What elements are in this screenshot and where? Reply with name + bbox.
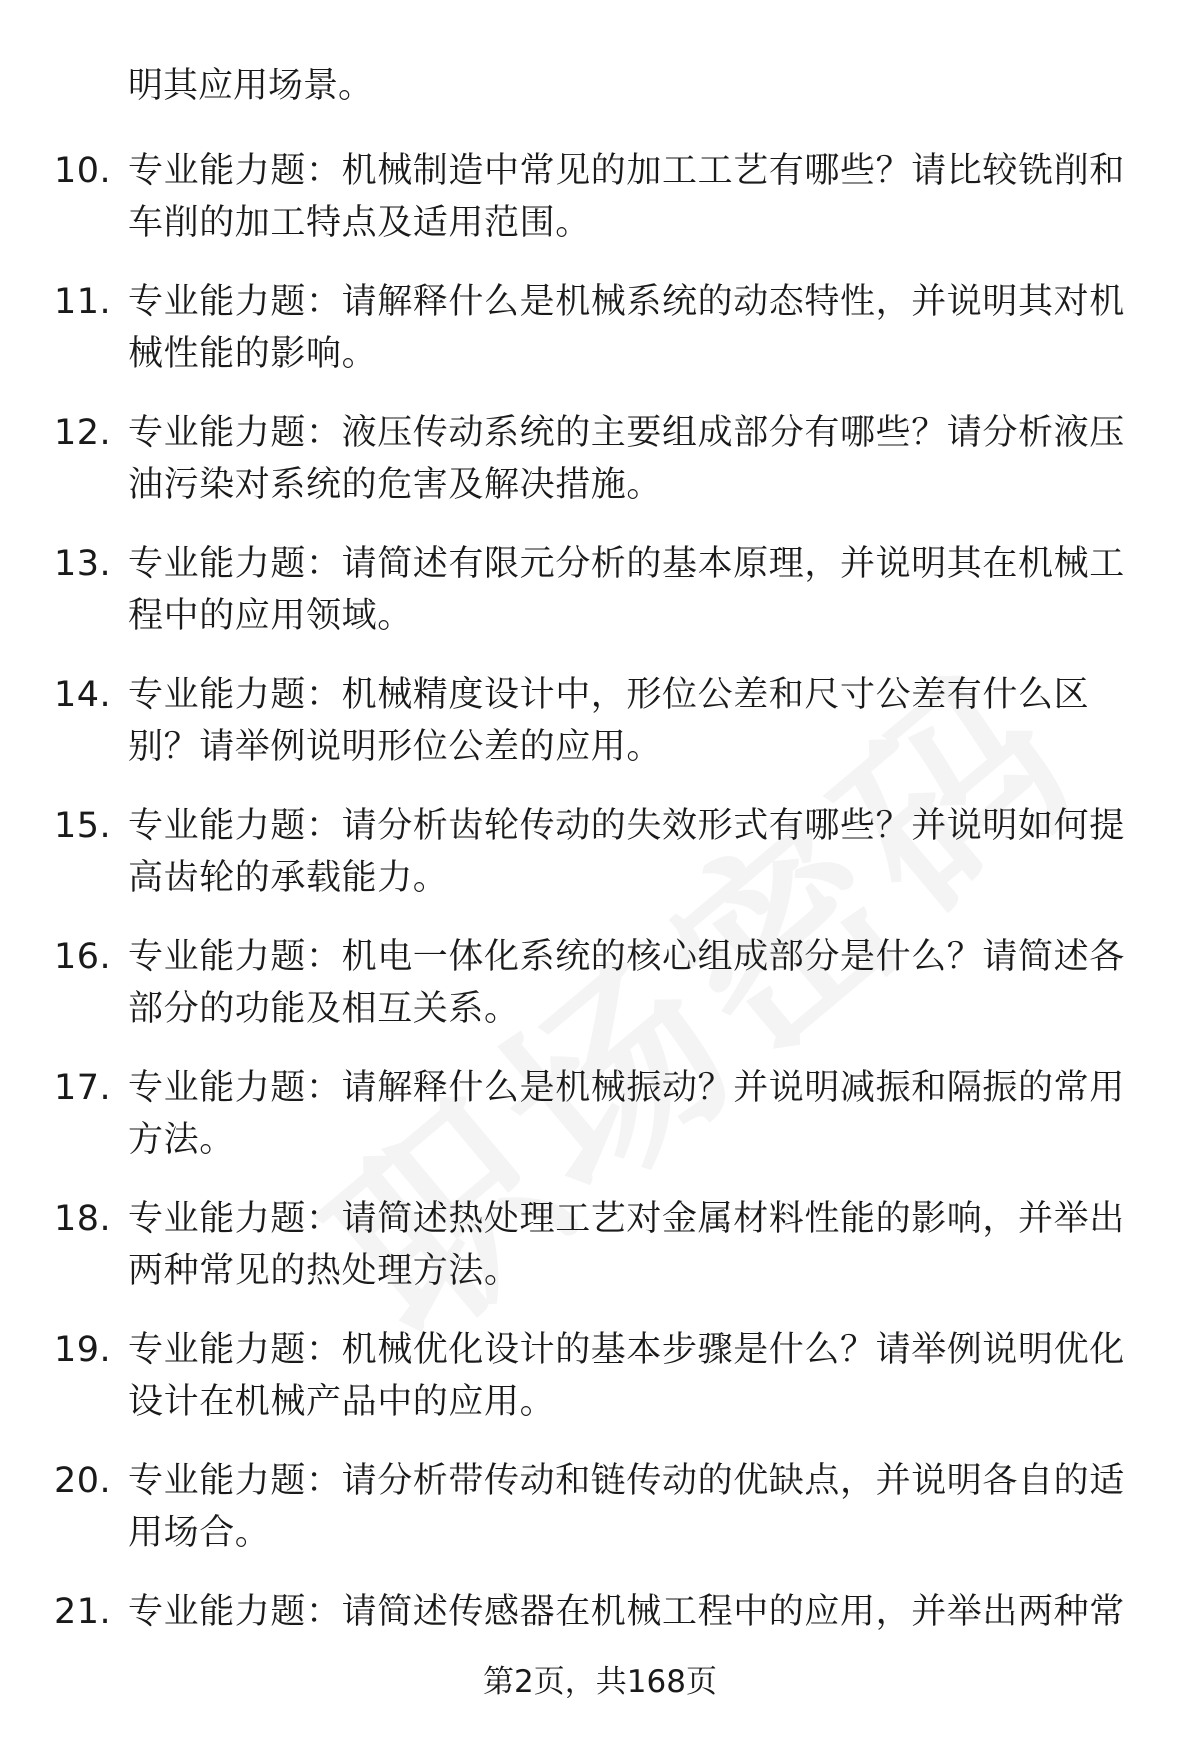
- question-item: [0, 1062, 1200, 1193]
- question-number: 14.: [54, 675, 112, 715]
- question-item: [0, 1193, 1200, 1324]
- question-text: 专业能力题：请简述传感器在机械工程中的应用，并举出两种常: [128, 1592, 1125, 1632]
- question-text: 专业能力题：请简述有限元分析的基本原理，并说明其在机械工程中的应用领域。: [128, 544, 1125, 636]
- question-item: [0, 538, 1200, 669]
- question-number: 17.: [54, 1068, 112, 1108]
- question-number: 11.: [54, 282, 112, 322]
- question-item: [0, 931, 1200, 1062]
- question-number: 18.: [54, 1199, 112, 1239]
- question-item: [0, 1455, 1200, 1586]
- question-item: [0, 145, 1200, 276]
- question-text: 专业能力题：请解释什么是机械系统的动态特性，并说明其对机械性能的影响。: [128, 282, 1125, 374]
- question-number: 21.: [54, 1592, 112, 1632]
- question-text: 专业能力题：液压传动系统的主要组成部分有哪些？请分析液压油污染对系统的危害及解决措施。: [128, 413, 1125, 505]
- continuation-text: 明其应用场景。: [128, 66, 374, 106]
- page-footer: 第2页，共168页: [483, 1664, 717, 1700]
- question-text: 专业能力题：机电一体化系统的核心组成部分是什么？请简述各部分的功能及相互关系。: [128, 937, 1125, 1029]
- question-list: [0, 145, 1200, 1717]
- question-number: 10.: [54, 151, 112, 191]
- question-number: 15.: [54, 806, 112, 846]
- question-number: 13.: [54, 544, 112, 584]
- question-text: 专业能力题：机械精度设计中，形位公差和尺寸公差有什么区别？请举例说明形位公差的应用。: [128, 675, 1090, 767]
- question-number: 12.: [54, 413, 112, 453]
- question-text: 专业能力题：机械制造中常见的加工工艺有哪些？请比较铣削和车削的加工特点及适用范围。: [128, 151, 1125, 243]
- question-text: 专业能力题：请分析齿轮传动的失效形式有哪些？并说明如何提高齿轮的承载能力。: [128, 806, 1125, 898]
- question-number: 16.: [54, 937, 112, 977]
- question-item: [0, 407, 1200, 538]
- question-item: [0, 800, 1200, 931]
- question-text: 专业能力题：机械优化设计的基本步骤是什么？请举例说明优化设计在机械产品中的应用。: [128, 1330, 1125, 1422]
- question-item: [0, 669, 1200, 800]
- question-item: [0, 1324, 1200, 1455]
- question-text: 专业能力题：请解释什么是机械振动？并说明减振和隔振的常用方法。: [128, 1068, 1125, 1160]
- question-item: [0, 276, 1200, 407]
- question-number: 19.: [54, 1330, 112, 1370]
- question-text: 专业能力题：请简述热处理工艺对金属材料性能的影响，并举出两种常见的热处理方法。: [128, 1199, 1125, 1291]
- question-number: 20.: [54, 1461, 112, 1501]
- question-text: 专业能力题：请分析带传动和链传动的优缺点，并说明各自的适用场合。: [128, 1461, 1125, 1553]
